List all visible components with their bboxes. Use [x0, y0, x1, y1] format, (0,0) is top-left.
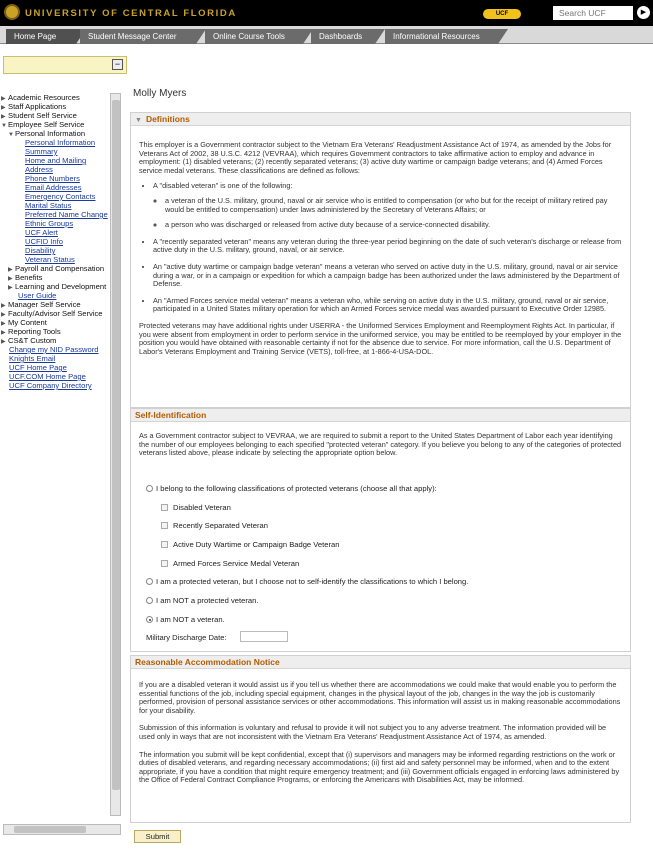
collapse-arrow-icon: ▼	[135, 117, 142, 124]
sidebar-item-ucfid-info[interactable]: UCFID Info	[25, 237, 63, 246]
option-choose-not-radio[interactable]: I am a protected veteran, but I choose not to self-identify the classifications to which I belong.	[146, 577, 468, 586]
sidebar-item-personal-information[interactable]: ▼Personal Information	[8, 129, 86, 138]
definitions-list	[139, 182, 622, 314]
collapse-icon[interactable]: −	[112, 59, 123, 70]
user-name: Molly Myers	[133, 88, 187, 99]
checkbox-disabled-veteran[interactable]: Disabled Veteran	[161, 503, 231, 512]
list-item: ◦ a veteran of the U.S. military, ground, naval or air service who is entitled to compensation (or who but for the receipt of military retired pay would be entitled to compensation) under laws administered by the Secretary of Veterans Affairs; or	[165, 197, 622, 214]
option-not-veteran-radio[interactable]: I am NOT a veteran.	[146, 615, 225, 624]
university-name[interactable]: UNIVERSITY OF CENTRAL FLORIDA	[25, 8, 237, 19]
sidebar-item-academic-resources[interactable]: ▶ Academic Resources	[1, 93, 80, 102]
accommodation-paragraph-3: The information you submit will be kept confidential, except that (i) supervisors and managers may be informed regarding restrictions on the work or duties of disabled veterans, and regarding necessary accommodations; (ii) first aid and safety personnel may be informed, when and to the extent appropriate, if you have a condition that might require emergency treatment; and (iii) Government officials engaged in enforcing laws administered by the Office of Federal Contract Compliance Programs, or enforcing the Americans with Disabilities Act, may be informed.	[139, 749, 620, 785]
tab-student-message-center[interactable]: Student Message Center	[80, 29, 196, 44]
sidebar-item-benefits[interactable]: ▶ Benefits	[8, 273, 43, 282]
list-item: • An "active duty wartime or campaign badge veteran" means a veteran who served on active duty in the U.S. military, ground, naval or air service during a war, or in a campaign or expedition for which a campaign badge has been authorized under the laws administered by the Department of Defense.	[153, 263, 622, 289]
sidebar-item-learning-development[interactable]: ▶ Learning and Development	[8, 282, 107, 291]
ucf-seal-icon[interactable]	[4, 4, 20, 20]
sidebar-item-preferred-name-change[interactable]: Preferred Name Change	[25, 210, 108, 219]
collapse-triangle-icon: ▼	[1, 123, 7, 129]
top-header	[0, 0, 653, 26]
sidebar-item-ucf-com-home-page[interactable]: UCF.COM Home Page	[9, 372, 86, 381]
sidebar-item-ucf-company-directory[interactable]: UCF Company Directory	[9, 381, 92, 390]
checkbox-icon[interactable]	[161, 522, 168, 529]
radio-selected-icon[interactable]	[146, 616, 153, 623]
self-identification-header: Self-Identification	[131, 409, 630, 422]
accommodation-paragraph-1: If you are a disabled veteran it would assist us if you tell us whether there are accommodations we could make that would enable you to perform the essential functions of the job, including special equipment, changes in the physical layout of the job, changes in the way the job is customarily performed, provision of personal assistance services or other accommodations. This information will assist us in making reasonable accommodations for your disability.	[139, 680, 621, 715]
list-item: • A "disabled veteran" is one of the following: ◦ a veteran of the U.S. military, ground, naval or air service who is entitled to compensation (or who but for the receipt of military retired pay would be entitled to compensation) under laws administered by the Secretary of Veterans Affairs; or ◦ a person who was discharged or released from active duty because of a service-connected disability.	[153, 182, 622, 229]
expand-triangle-icon: ▶	[8, 285, 13, 291]
sidebar-menu	[1, 93, 109, 390]
tab-dashboards[interactable]: Dashboards	[311, 29, 375, 44]
tab-informational-resources[interactable]: Informational Resources	[385, 29, 498, 44]
sidebar-item-ucf-alert[interactable]: UCF Alert	[25, 228, 58, 237]
expand-triangle-icon: ▶	[1, 303, 6, 309]
expand-triangle-icon: ▶	[1, 96, 6, 102]
sidebar-item-payroll-compensation[interactable]: ▶ Payroll and Compensation	[8, 264, 105, 273]
expand-triangle-icon: ▶	[1, 105, 6, 111]
collapse-triangle-icon: ▼	[8, 132, 14, 138]
checkbox-active-duty-wartime-veteran[interactable]: Active Duty Wartime or Campaign Badge Veteran	[161, 540, 339, 549]
scrollbar-thumb[interactable]	[112, 100, 120, 790]
search-go-icon[interactable]: ▶	[637, 6, 650, 19]
checkbox-recently-separated-veteran[interactable]: Recently Separated Veteran	[161, 521, 268, 530]
definitions-header[interactable]: ▼ Definitions	[131, 113, 630, 126]
sidebar-item-user-guide[interactable]: User Guide	[18, 291, 57, 300]
list-item: • An "Armed Forces service medal veteran" means a veteran who, while serving on active duty in the U.S. military, ground, naval or air service, participated in a United States military operation for which an Armed Forces service medal was awarded pursuant to Executive Order 12985.	[153, 297, 622, 314]
sidebar-item-home-mailing-address[interactable]: Home and Mailing Address	[25, 156, 87, 174]
sidebar-item-faculty-advisor-self-service[interactable]: ▶ Faculty/Advisor Self Service	[1, 309, 103, 318]
self-identification-intro: As a Government contractor subject to VEVRAA, we are required to submit a report to the United States Department of Labor each year identifying the number of our employees belonging to each specified "protected veteran" category. If you believe you belong to any of the categories of protected veterans listed above, please indicate by selecting the appropriate option below.	[139, 431, 622, 458]
search-input[interactable]	[553, 6, 633, 20]
accommodation-header: Reasonable Accommodation Notice	[131, 656, 630, 669]
expand-triangle-icon: ▶	[1, 321, 6, 327]
sidebar-item-change-nid-password[interactable]: Change my NID Password	[9, 345, 99, 354]
tab-home-page[interactable]: Home Page	[6, 29, 76, 44]
sidebar-item-emergency-contacts[interactable]: Emergency Contacts	[25, 192, 96, 201]
checkbox-icon[interactable]	[161, 560, 168, 567]
userra-paragraph: Protected veterans may have additional rights under USERRA - the Uniformed Services Employment and Reemployment Rights Act. In particular, if you were absent from employment in order to perform service in the uniformed service, you may be entitled to be reemployed by your employer in the position you would have obtained with reasonable certainty if not for the absence due to service. For more information, call the U.S. Department of Labor's Veterans Employment and Training Service (VETS), toll-free, at 1-866-4-USA-DOL.	[139, 320, 622, 356]
sidebar-item-my-content[interactable]: ▶ My Content	[1, 318, 47, 327]
radio-icon[interactable]	[146, 578, 153, 585]
expand-triangle-icon: ▶	[8, 276, 13, 282]
option-belong-radio[interactable]: I belong to the following classifications of protected veterans (choose all that apply):	[146, 484, 437, 493]
sidebar-item-cst-custom[interactable]: ▶ CS&T Custom	[1, 336, 57, 345]
discharge-date-label: Military Discharge Date:	[146, 633, 227, 642]
sidebar-item-personal-information-summary[interactable]: Personal Information Summary	[25, 138, 96, 156]
expand-triangle-icon: ▶	[1, 339, 6, 345]
scrollbar-thumb[interactable]	[14, 826, 86, 833]
expand-triangle-icon: ▶	[1, 330, 6, 336]
definitions-section	[130, 112, 631, 408]
list-item: • A "recently separated veteran" means any veteran during the three-year period beginning on the date of such veteran's discharge or release from active duty in the U.S. military, ground, naval, or air service.	[153, 238, 622, 255]
sidebar-item-reporting-tools[interactable]: ▶ Reporting Tools	[1, 327, 61, 336]
checkbox-icon[interactable]	[161, 504, 168, 511]
checkbox-icon[interactable]	[161, 541, 168, 548]
sidebar-item-student-self-service[interactable]: ▶ Student Self Service	[1, 111, 77, 120]
definitions-intro: This employer is a Government contractor subject to the Vietnam Era Veterans' Readjustment Assistance Act of 1974, as amended by the Jobs for Veterans Act of 2002, 38 U.S.C. 4212 (VEVRAA), which requires Government contractors to take affirmative action to employ and advance in employment: (1) disabled veterans; (2) recently separated veterans; (3) active duty wartime or campaign badge veterans; and (4) Armed Forces service medal veterans. These classifications are defined as follows:	[139, 140, 612, 175]
sidebar-collapse-bar	[3, 56, 127, 74]
expand-triangle-icon: ▶	[1, 312, 6, 318]
sidebar-item-phone-numbers[interactable]: Phone Numbers	[25, 174, 80, 183]
sidebar-item-knights-email[interactable]: Knights Email	[9, 354, 56, 363]
sidebar-item-manager-self-service[interactable]: ▶ Manager Self Service	[1, 300, 81, 309]
submit-button[interactable]: Submit	[134, 830, 181, 843]
sidebar-item-veteran-status[interactable]: Veteran Status	[25, 255, 75, 264]
expand-triangle-icon: ▶	[1, 114, 6, 120]
expand-triangle-icon: ▶	[8, 267, 13, 273]
sidebar-item-employee-self-service[interactable]: ▼Employee Self Service	[1, 120, 85, 129]
sidebar-vertical-scrollbar[interactable]	[110, 93, 121, 816]
sidebar-item-ethnic-groups[interactable]: Ethnic Groups	[25, 219, 74, 228]
main-nav	[0, 26, 653, 44]
sidebar-item-marital-status[interactable]: Marital Status	[25, 201, 72, 210]
checkbox-armed-forces-medal-veteran[interactable]: Armed Forces Service Medal Veteran	[161, 559, 299, 568]
accommodation-paragraph-2: Submission of this information is voluntary and refusal to provide it will not subject you to any adverse treatment. The information provided will be used only in ways that are not inconsistent with the Vietnam Era Veterans' Readjustment Assistance Act of 1974, as amended.	[139, 723, 607, 741]
discharge-date-input[interactable]	[240, 631, 288, 642]
sidebar-item-ucf-home-page[interactable]: UCF Home Page	[9, 363, 67, 372]
ucf-badge[interactable]: UCF	[483, 9, 521, 19]
sidebar-horizontal-scrollbar[interactable]	[3, 824, 121, 835]
radio-icon[interactable]	[146, 597, 153, 604]
sidebar-item-email-addresses[interactable]: Email Addresses	[25, 183, 82, 192]
tab-online-course-tools[interactable]: Online Course Tools	[205, 29, 303, 44]
radio-icon[interactable]	[146, 485, 153, 492]
sidebar-item-staff-applications[interactable]: ▶ Staff Applications	[1, 102, 67, 111]
accommodation-section	[130, 655, 631, 823]
option-not-protected-radio[interactable]: I am NOT a protected veteran.	[146, 596, 258, 605]
list-item: ◦ a person who was discharged or released from active duty because of a service-connected disability.	[165, 221, 622, 230]
sidebar-item-disability[interactable]: Disability	[25, 246, 56, 255]
